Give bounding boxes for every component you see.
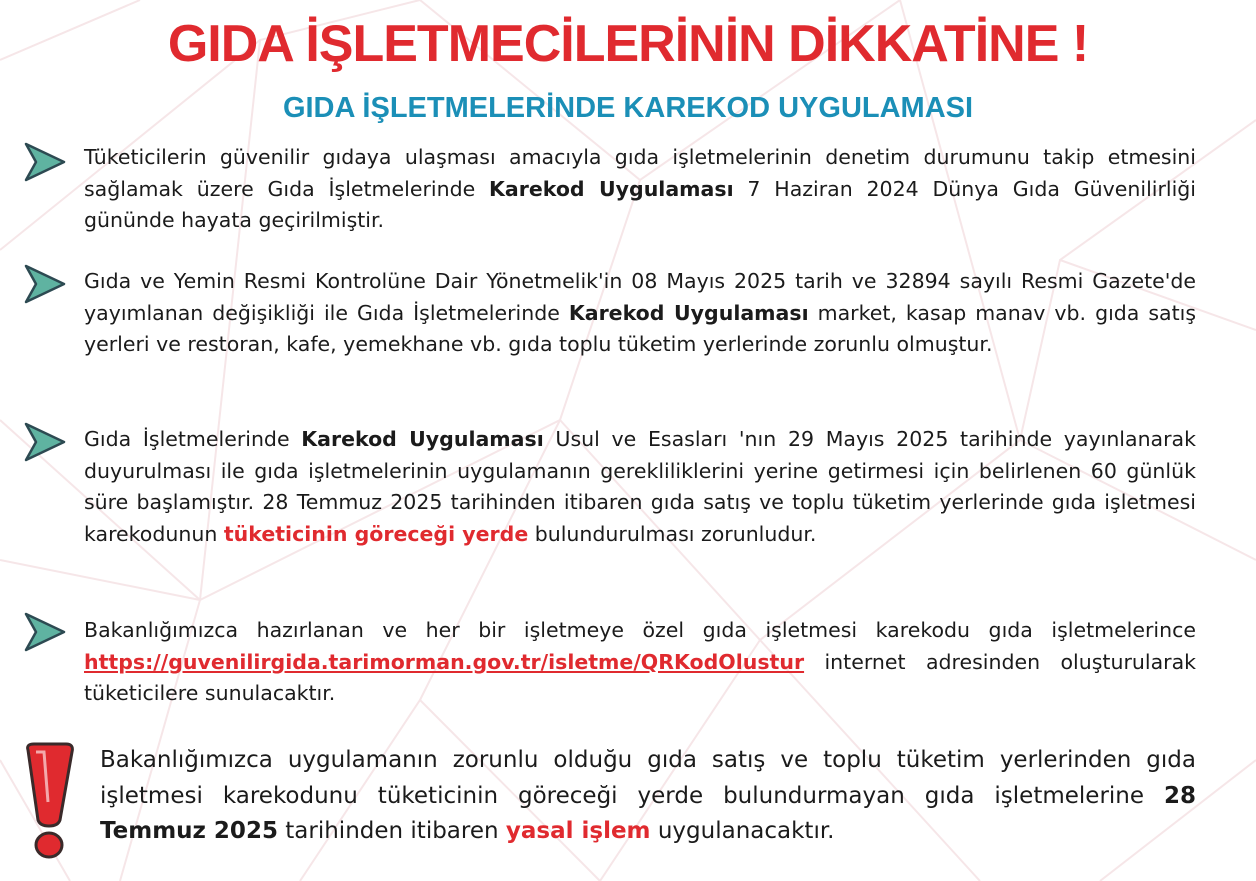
item-4-text-part1: Bakanlığımızca hazırlanan ve her bir işletmeye özel gıda işletmesi karekodu gıda işletmelerince (84, 618, 1196, 642)
triangle-arrow-icon (24, 264, 66, 304)
triangle-arrow-icon (24, 142, 66, 182)
item-4-text (84, 615, 1196, 710)
item-3-highlight: tüketicinin göreceği yerde (223, 521, 529, 546)
exclamation-icon (22, 742, 76, 860)
warning-text-part1: Bakanlığımızca uygulamanın zorunlu olduğu gıda satış ve toplu tüketim yerlerinden gıda işletmesi karekodunu tüketicinin göreceği yerde bulundurmayan gıda işletmelerine (100, 747, 1196, 809)
item-3-text (84, 424, 1196, 550)
item-1-text-part1: Tüketicilerin güvenilir gıdaya ulaşması amacıyla gıda işletmelerinin denetim durumunu takip etmesini sağlamak üzere Gıda İşletmelerinde (84, 145, 1196, 201)
item-2-text-part2: market, kasap manav vb. gıda satış yerleri ve restoran, kafe, yemekhane vb. gıda toplu tüketim yerlerinde zorunlu olmuştur. (84, 300, 1197, 356)
item-2-text (84, 266, 1196, 361)
warning-date: 28 Temmuz 2025 (100, 782, 1196, 844)
page-title: GIDA İŞLETMECİLERİNİN DİKKATİNE ! (167, 15, 1089, 73)
triangle-arrow-icon (24, 612, 66, 652)
triangle-arrow-icon (24, 422, 66, 462)
item-3-text-part1: Gıda İşletmelerinde (84, 427, 302, 451)
page-subtitle: GIDA İŞLETMELERİNDE KAREKOD UYGULAMASI (282, 92, 974, 124)
item-2-bold: Karekod Uygulaması (568, 300, 809, 325)
item-1-text-part2: 7 Haziran 2024 Dünya Gıda Güvenilirliği gününde hayata geçirilmiştir. (84, 176, 1196, 232)
warning-text-part2: tarihinden itibaren (277, 818, 506, 844)
warning-text (100, 743, 1196, 850)
item-2-text-part1: Gıda ve Yemin Resmi Kontrolüne Dair Yönetmelik'in 08 Mayıs 2025 tarih ve 32894 sayılı Resmi Gazete'de yayımlanan değişikliği ile Gıda İşletmelerinde (84, 269, 1196, 325)
qr-code-link[interactable]: https://guvenilirgida.tarimorman.gov.tr/isletme/QRKodOlustur (84, 649, 805, 674)
item-3-bold: Karekod Uygulaması (301, 427, 544, 451)
warning-text-part3: uygulanacaktır. (650, 818, 835, 844)
item-3-text-part2: Usul ve Esasları 'nın 29 Mayıs 2025 tarihinde yayınlanarak duyurulması ile gıda işletmelerinin uygulamanın gerekliliklerini yerine getirmesi için belirlenen 60 günlük süre başlamıştır. 28 Temmuz 2025 tarihinden itibaren gıda satış ve toplu tüketim yerlerinde gıda işletmesi karekodunun (84, 427, 1196, 546)
item-3-text-part3: bulundurulması zorunludur. (528, 521, 817, 546)
warning-highlight: yasal işlem (505, 818, 651, 844)
item-1-text (84, 142, 1196, 237)
item-4-text-part2: internet adresinden oluşturularak tüketicilere sunulacaktır. (84, 649, 1196, 705)
item-1-bold: Karekod Uygulaması (489, 176, 734, 201)
